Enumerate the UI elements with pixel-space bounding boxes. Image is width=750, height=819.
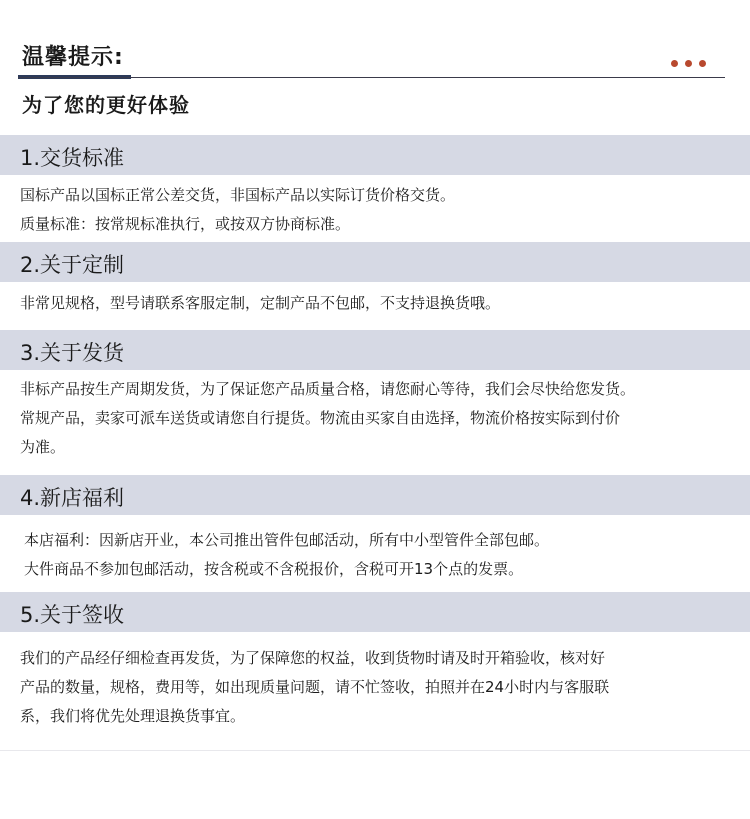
section-line: 我们的产品经仔细检查再发货，为了保障您的权益，收到货物时请及时开箱验收，核对好 (20, 649, 606, 667)
section-line: 常规产品，卖家可派车送货或请您自行提货。物流由买家自由选择，物流价格按实际到付价 (20, 409, 621, 427)
section-title: 2.关于定制 (20, 253, 125, 277)
section-header-new-store-benefits (0, 475, 750, 515)
title-divider (18, 77, 725, 78)
section-line: 非标产品按生产周期发货，为了保证您产品质量合格，请您耐心等待，我们会尽快给您发货。 (20, 380, 636, 398)
section-body-customization (20, 289, 745, 318)
dot-icon (699, 60, 706, 67)
header (0, 0, 750, 130)
section-body-new-store-benefits (20, 526, 745, 584)
section-title: 3.关于发货 (20, 341, 125, 365)
section-line: 非常见规格，型号请联系客服定制，定制产品不包邮，不支持退换货哦。 (20, 294, 501, 312)
section-title: 4.新店福利 (20, 486, 125, 510)
section-header-receipt (0, 592, 750, 632)
section-line: 大件商品不参加包邮活动，按含税或不含税报价，含税可开13个点的发票。 (24, 560, 524, 578)
section-line: 产品的数量，规格，费用等，如出现质量问题，请不忙签收，拍照并在24小时内与客服联 (20, 678, 610, 696)
bottom-divider (0, 750, 750, 751)
section-line: 质量标准：按常规标准执行，或按双方协商标准。 (20, 215, 351, 233)
page-title: 温馨提示: (22, 45, 124, 70)
section-line: 国标产品以国标正常公差交货，非国标产品以实际订货价格交货。 (20, 186, 456, 204)
section-line: 本店福利：因新店开业，本公司推出管件包邮活动，所有中小型管件全部包邮。 (24, 531, 550, 549)
section-body-shipping (20, 375, 745, 462)
section-body-receipt (20, 644, 745, 731)
dot-icon (685, 60, 692, 67)
section-body-delivery-standard (20, 181, 745, 239)
page-subtitle: 为了您的更好体验 (22, 93, 190, 117)
section-title: 1.交货标准 (20, 146, 125, 170)
section-header-shipping (0, 330, 750, 370)
section-title: 5.关于签收 (20, 603, 125, 627)
dot-icon (671, 60, 678, 67)
section-line: 系，我们将优先处理退换货事宜。 (20, 707, 246, 725)
section-line: 为准。 (20, 438, 66, 456)
section-header-delivery-standard (0, 135, 750, 175)
more-dots-icon (671, 60, 706, 67)
section-header-customization (0, 242, 750, 282)
